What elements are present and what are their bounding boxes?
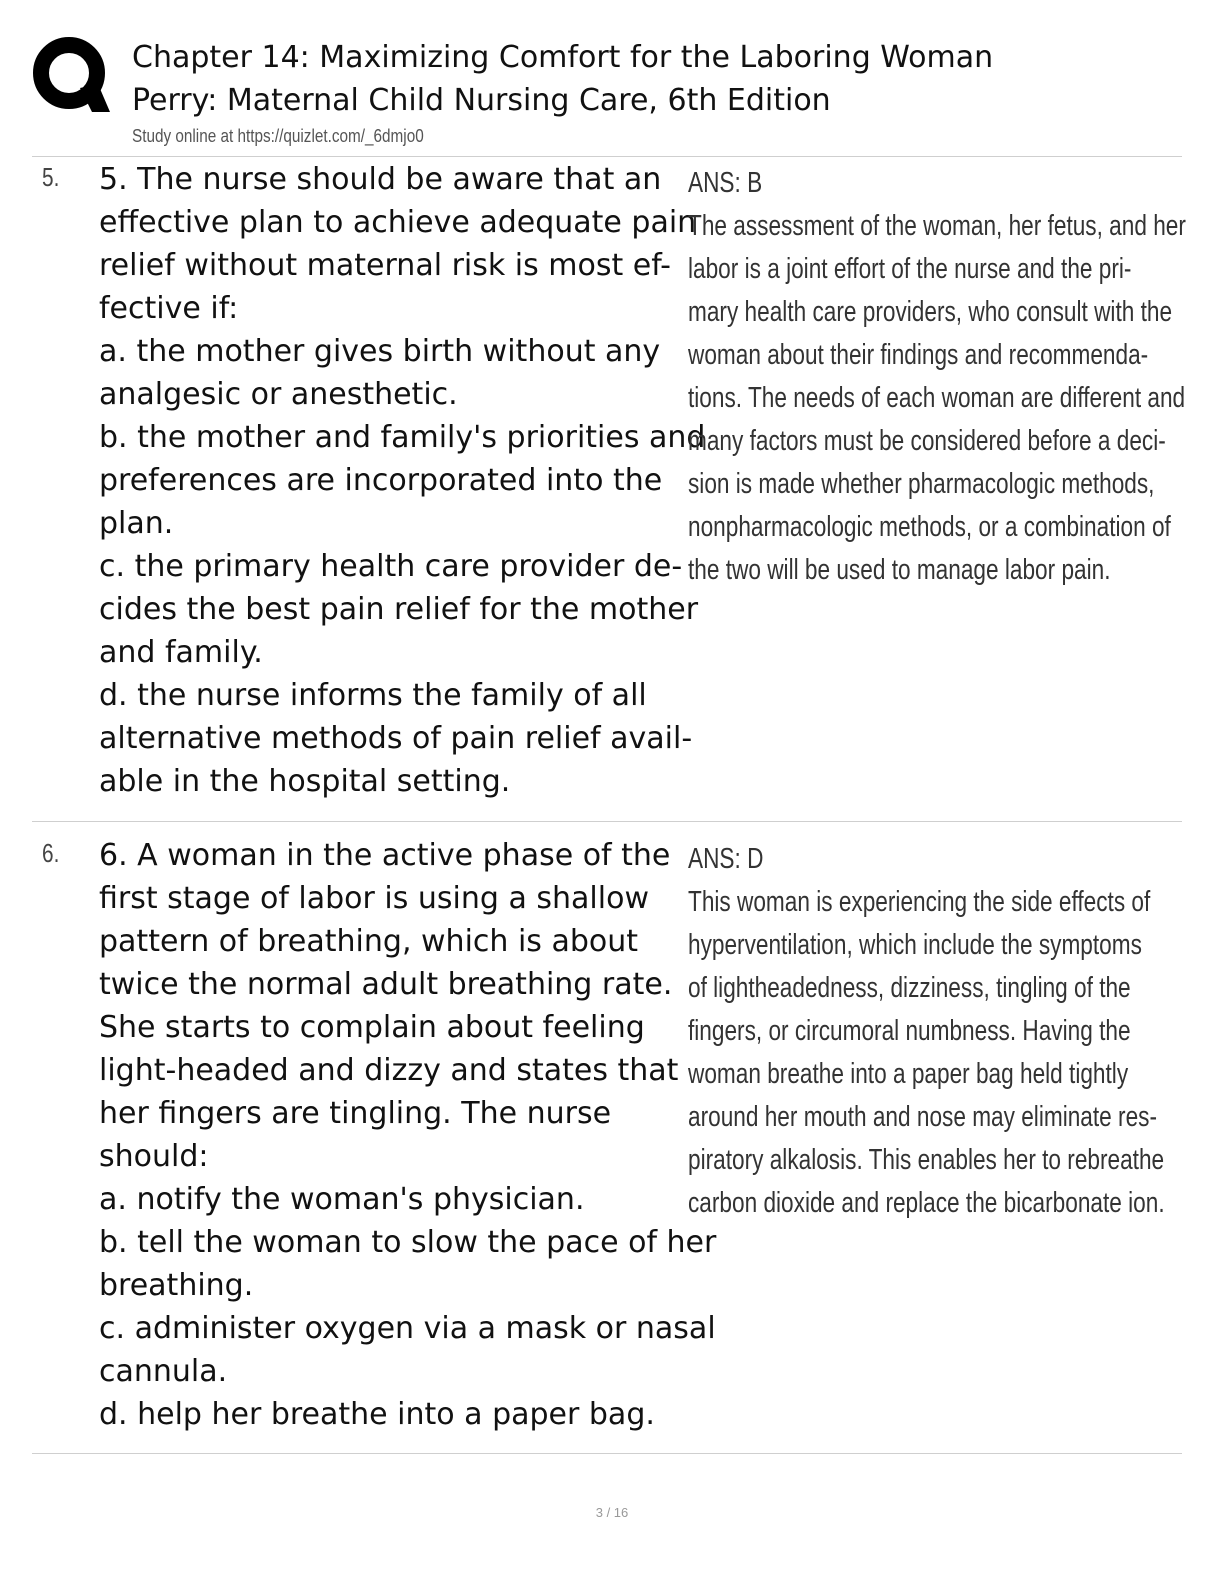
question-line: c. administer oxygen via a mask or nasal <box>99 1311 716 1346</box>
page-number: 3 / 16 <box>595 1505 629 1520</box>
card-number: 6. <box>42 838 60 868</box>
question-line: relief without maternal risk is most ef- <box>99 248 671 283</box>
title-block <box>132 36 993 147</box>
question-line: b. the mother and family's priorities and <box>99 420 706 455</box>
question-line: c. the primary health care provider de- <box>99 549 683 584</box>
answer-line: tions. The needs of each woman are different and <box>688 382 1186 414</box>
question-line: cannula. <box>99 1354 228 1389</box>
page-header <box>32 30 1192 150</box>
question-line: alternative methods of pain relief avail- <box>99 721 693 756</box>
question-line: her fingers are tingling. The nurse <box>99 1096 612 1131</box>
answer-line: fingers, or circumoral numbness. Having the <box>688 1015 1131 1047</box>
question-text <box>99 158 706 803</box>
question-line: breathing. <box>99 1268 254 1303</box>
question-line: should: <box>99 1139 209 1174</box>
divider-middle <box>32 821 1182 822</box>
question-line: pattern of breathing, which is about <box>99 924 639 959</box>
question-line: d. the nurse informs the family of all <box>99 678 647 713</box>
divider-bottom <box>32 1453 1182 1454</box>
question-line: plan. <box>99 506 174 541</box>
answer-line: carbon dioxide and replace the bicarbonate ion. <box>688 1187 1165 1219</box>
question-line: 6. A woman in the active phase of the <box>99 838 671 873</box>
question-line: preferences are incorporated into the <box>99 463 663 498</box>
answer-line: sion is made whether pharmacologic methods, <box>688 468 1155 500</box>
answer-line: labor is a joint effort of the nurse and the pri- <box>688 253 1132 285</box>
question-line: b. tell the woman to slow the pace of her <box>99 1225 717 1260</box>
chapter-title: Chapter 14: Maximizing Comfort for the Laboring Woman <box>132 40 994 75</box>
question-line: and family. <box>99 635 263 670</box>
answer-line: around her mouth and nose may eliminate res- <box>688 1101 1157 1133</box>
question-line: 5. The nurse should be aware that an <box>99 162 662 197</box>
answer-line: hyperventilation, which include the symptoms <box>688 929 1142 961</box>
question-line: d. help her breathe into a paper bag. <box>99 1397 655 1432</box>
answer-line: This woman is experiencing the side effects of <box>688 886 1151 918</box>
answer-line: woman about their findings and recommenda- <box>688 339 1149 371</box>
answer-text <box>688 162 1186 592</box>
answer-line: woman breathe into a paper bag held tightly <box>688 1058 1129 1090</box>
study-link[interactable]: Study online at https://quizlet.com/_6dmjo0 <box>132 126 424 146</box>
question-line: cides the best pain relief for the mother <box>99 592 699 627</box>
answer-line: piratory alkalosis. This enables her to rebreathe <box>688 1144 1165 1176</box>
question-line: a. the mother gives birth without any <box>99 334 661 369</box>
question-line: first stage of labor is using a shallow <box>99 881 649 916</box>
question-line: fective if: <box>99 291 239 326</box>
question-line: analgesic or anesthetic. <box>99 377 458 412</box>
answer-line: ANS: B <box>688 167 763 199</box>
question-line: She starts to complain about feeling <box>99 1010 645 1045</box>
question-line: effective plan to achieve adequate pain <box>99 205 697 240</box>
question-line: a. notify the woman's physician. <box>99 1182 585 1217</box>
question-line: twice the normal adult breathing rate. <box>99 967 673 1002</box>
divider-top <box>32 156 1182 157</box>
answer-line: of lightheadedness, dizziness, tingling of the <box>688 972 1131 1004</box>
question-text <box>99 834 717 1436</box>
question-line: able in the hospital setting. <box>99 764 511 799</box>
answer-line: the two will be used to manage labor pain. <box>688 554 1111 586</box>
answer-text <box>688 838 1168 1225</box>
answer-line: many factors must be considered before a deci- <box>688 425 1166 457</box>
card-number: 5. <box>42 162 60 192</box>
answer-line: nonpharmacologic methods, or a combination of <box>688 511 1171 543</box>
question-line: light-headed and dizzy and states that <box>99 1053 679 1088</box>
quizlet-logo-icon <box>32 36 110 114</box>
book-title: Perry: Maternal Child Nursing Care, 6th Edition <box>132 83 831 118</box>
answer-line: The assessment of the woman, her fetus, and her <box>688 210 1186 242</box>
answer-line: ANS: D <box>688 843 764 875</box>
answer-line: mary health care providers, who consult with the <box>688 296 1173 328</box>
